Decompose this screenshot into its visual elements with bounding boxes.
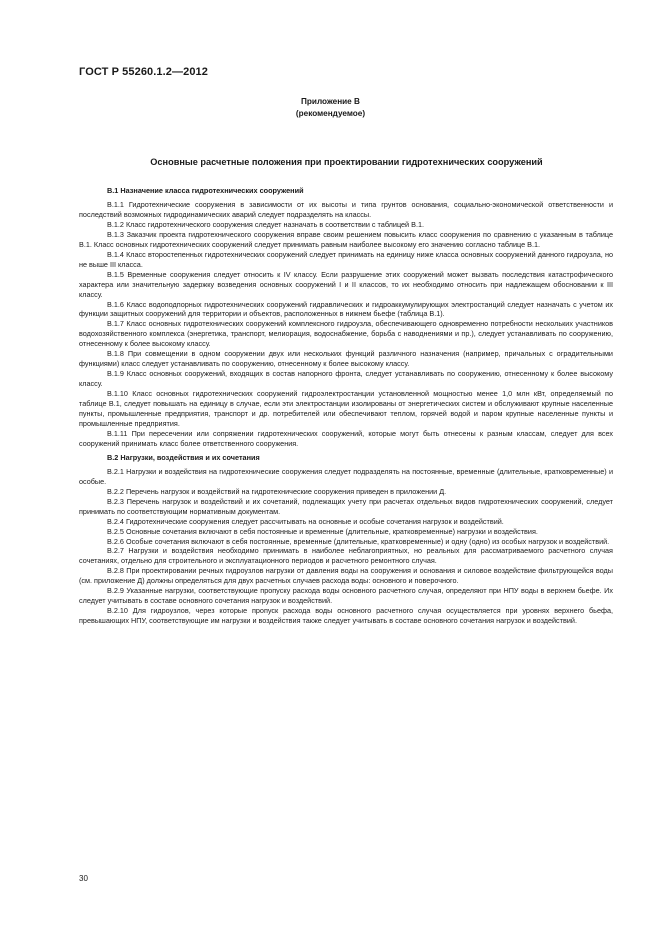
clause-paragraph: В.1.6 Класс водоподпорных гидротехнических сооружений гидравлических и гидроаккумулирующих электростанций следует назначать с учетом их функции защитных сооружений для территории и объектов, расположенных в нижнем бьефе (таблица В.1). — [79, 299, 613, 319]
clause-paragraph: В.2.4 Гидротехнические сооружения следует рассчитывать на основные и особые сочетания нагрузок и воздействий. — [107, 516, 504, 526]
clause-paragraph: В.2.10 Для гидроузлов, через которые пропуск расхода воды основного расчетного случая осуществляется при уровнях верхнего бьефа, превышающих НПУ, соответствующие им нагрузки и воздействия также следует учитывать в составе основного сочетания нагрузок и воздействий. — [79, 606, 613, 626]
clause-paragraph: В.2.8 При проектировании речных гидроузлов нагрузки от давления воды на сооружения и основания и силовое воздействие фильтрующейся воды (см. приложение Д) должны определяться для двух расчетных случаев расхода воды: основного и поверочного. — [79, 566, 613, 586]
clause-paragraph: В.2.7 Нагрузки и воздействия необходимо принимать в наиболее неблагоприятных, но реальных для рассматриваемого расчетного случая сочетаниях, отдельно для строительного и эксплуатационного периодов и расчетного ремонтного случая. — [79, 546, 613, 566]
clause-paragraph: В.1.3 Заказчик проекта гидротехнического сооружения вправе своим решением повысить класс сооружения по сравнению с указанным в таблице В.1. Класс основных гидротехнических сооружений следует принимать равным наиболее высокому его значению согласно таблице В.1. — [79, 229, 613, 249]
clause-paragraph: В.1.10 Класс основных гидротехнических сооружений гидроэлектростанции установленной мощностью менее 1,0 млн кВт, определяемый по таблице В.1, следует повышать на единицу в случае, если эти электростанции изолированы от энергетических систем и обслуживают крупные населенные пункты, промышленные предприятия, транспорт и др. потребителей или обеспечивают теплом, горячей водой и паром крупные населенные пункты и промышленные предприятия. — [79, 389, 613, 428]
clause-paragraph: В.2.1 Нагрузки и воздействия на гидротехнические сооружения следует подразделять на постоянные, временные (длительные, кратковременные) и особые. — [79, 466, 613, 486]
clause-paragraph: В.1.8 При совмещении в одном сооружении двух или нескольких функций различного назначения (например, причальных с оградительными функциями) класс следует устанавливать по сооружению, отнесенному к более высокому классу. — [79, 349, 613, 369]
clause-paragraph: В.2.3 Перечень нагрузок и воздействий и их сочетаний, подлежащих учету при расчетах отдельных видов гидротехнических сооружений, следует принимать по соответствующим нормативным документам. — [79, 496, 613, 516]
clause-paragraph: В.1.11 При пересечении или сопряжении гидротехнических сооружений, которые могут быть отнесены к разным классам, следует для всех сооружений принимать класс более ответственного сооружения. — [79, 428, 613, 448]
page-number: 30 — [79, 874, 88, 883]
appendix-label: Приложение В — [301, 97, 360, 106]
clause-paragraph: В.1.4 Класс второстепенных гидротехнических сооружений следует принимать на единицу ниже класса основных сооружений данного гидроузла, но не выше III класса. — [79, 249, 613, 269]
appendix-note: (рекомендуемое) — [295, 109, 366, 118]
clause-paragraph: В.2.2 Перечень нагрузок и воздействий на гидротехнические сооружения приведен в приложении Д. — [107, 486, 447, 496]
clause-paragraph: В.1.2 Класс гидротехнического сооружения следует назначать в соответствии с таблицей В.1. — [107, 219, 425, 229]
appendix-title: Основные расчетные положения при проектировании гидротехнических сооружений — [150, 157, 543, 167]
clause-paragraph: В.2.9 Указанные нагрузки, соответствующие пропуску расхода воды основного расчетного случая, определяют при НПУ воды в верхнем бьефе. Их следует учитывать в составе основного сочетания нагрузок и воздействий. — [79, 586, 613, 606]
document-code: ГОСТ Р 55260.1.2—2012 — [79, 66, 208, 78]
clause-paragraph: В.1.9 Класс основных сооружений, входящих в состав напорного фронта, следует устанавливать по сооружению, отнесенному к более высокому классу. — [79, 369, 613, 389]
clause-paragraph: В.2.5 Основные сочетания включают в себя постоянные и временные (длительные, кратковременные) нагрузки и воздействия. — [107, 526, 538, 536]
clause-paragraph: В.1.7 Класс основных гидротехнических сооружений комплексного гидроузла, обеспечивающего одновременно потребности нескольких участников водохозяйственного комплекса (энергетика, транспорт, мелиорация, водоснабжение, борьба с наводнениями и пр.), следует устанавливать по сооружению, отнесенному к более высокому классу. — [79, 319, 613, 349]
clause-paragraph: В.2.6 Особые сочетания включают в себя постоянные, временные (длительные, кратковременные) и одну (одно) из особых нагрузок и воздействий. — [107, 536, 610, 546]
clause-paragraph: В.1.5 Временные сооружения следует относить к IV классу. Если разрушение этих сооружений может вызвать последствия катастрофического характера или значительную задержку возведения основных сооружений I и II классов, то их необходимо относить при надлежащем обосновании к III классу. — [79, 269, 613, 299]
clause-paragraph: В.1.1 Гидротехнические сооружения в зависимости от их высоты и типа грунтов основания, социально-экономической ответственности и последствий возможных гидродинамических аварий следует подразделять на классы. — [79, 200, 613, 219]
document-body — [79, 186, 613, 626]
section-heading: В.2 Нагрузки, воздействия и их сочетания — [107, 452, 260, 462]
section-heading: В.1 Назначение класса гидротехнических сооружений — [107, 186, 304, 195]
appendix-header — [0, 96, 661, 120]
